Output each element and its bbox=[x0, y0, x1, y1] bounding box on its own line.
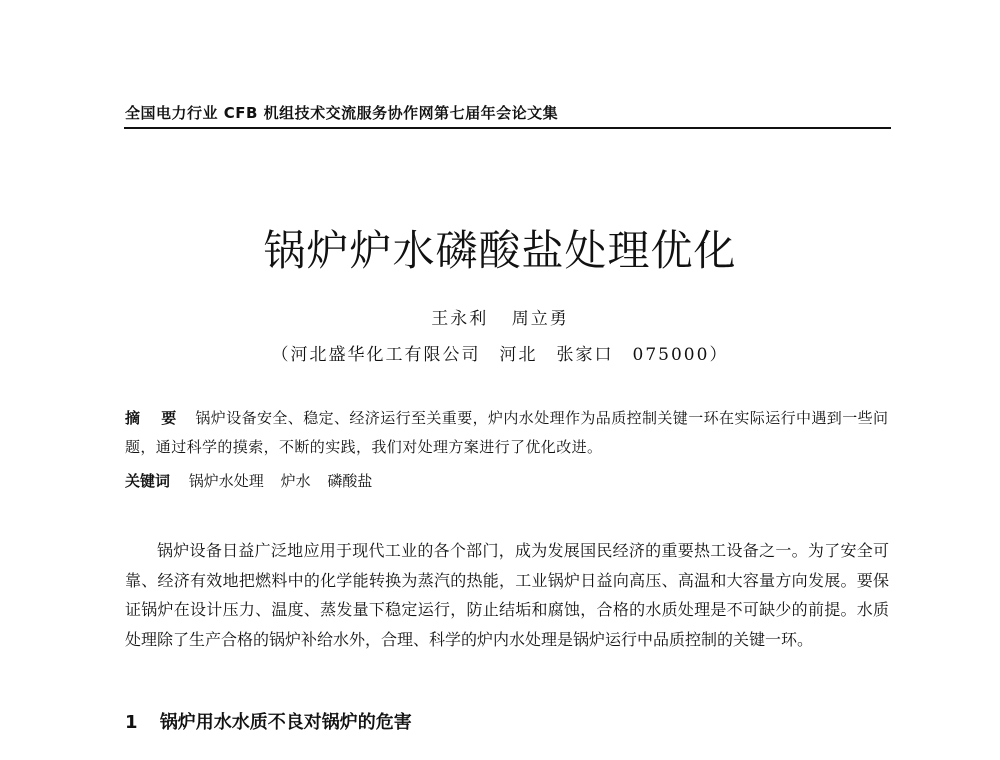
abstract bbox=[125, 404, 889, 462]
section-number: 1 bbox=[125, 712, 138, 733]
paper-title: 锅炉炉水磷酸盐处理优化 bbox=[263, 226, 737, 275]
author-list bbox=[0, 304, 1000, 329]
abstract-text: 锅炉设备安全、稳定、经济运行至关重要，炉内水处理作为品质控制关键一环在实际运行中遇到一些问题，通过科学的摸索，不断的实践，我们对处理方案进行了优化改进。 bbox=[125, 409, 889, 456]
body-paragraph: 锅炉设备日益广泛地应用于现代工业的各个部门，成为发展国民经济的重要热工设备之一。为了安全可靠、经济有效地把燃料中的化学能转换为蒸汽的热能，工业锅炉日益向高压、高温和大容量方向发展。要保证锅炉在设计压力、温度、蒸发量下稳定运行，防止结垢和腐蚀，合格的水质处理是不可缺少的前提。水质处理除了生产合格的锅炉补给水外，合理、科学的炉内水处理是锅炉运行中品质控制的关键一环。 bbox=[125, 541, 889, 649]
running-header-text: 全国电力行业 CFB 机组技术交流服务协作网第七届年会论文集 bbox=[125, 104, 559, 122]
abstract-label: 摘 要 bbox=[125, 409, 185, 427]
keywords bbox=[125, 470, 889, 491]
author-affiliation: （河北盛华化工有限公司 河北 张家口 075000） bbox=[271, 345, 729, 365]
section-title: 锅炉用水水质不良对锅炉的危害 bbox=[159, 712, 412, 733]
keywords-label: 关键词 bbox=[125, 472, 171, 490]
author-name: 王永利 bbox=[431, 309, 489, 329]
keyword: 炉水 bbox=[280, 472, 311, 490]
running-header bbox=[125, 102, 890, 123]
header-divider bbox=[124, 127, 891, 129]
author-name: 周立勇 bbox=[511, 309, 569, 329]
keyword: 锅炉水处理 bbox=[188, 472, 264, 490]
section-heading bbox=[125, 708, 889, 734]
keyword: 磷酸盐 bbox=[327, 472, 373, 490]
